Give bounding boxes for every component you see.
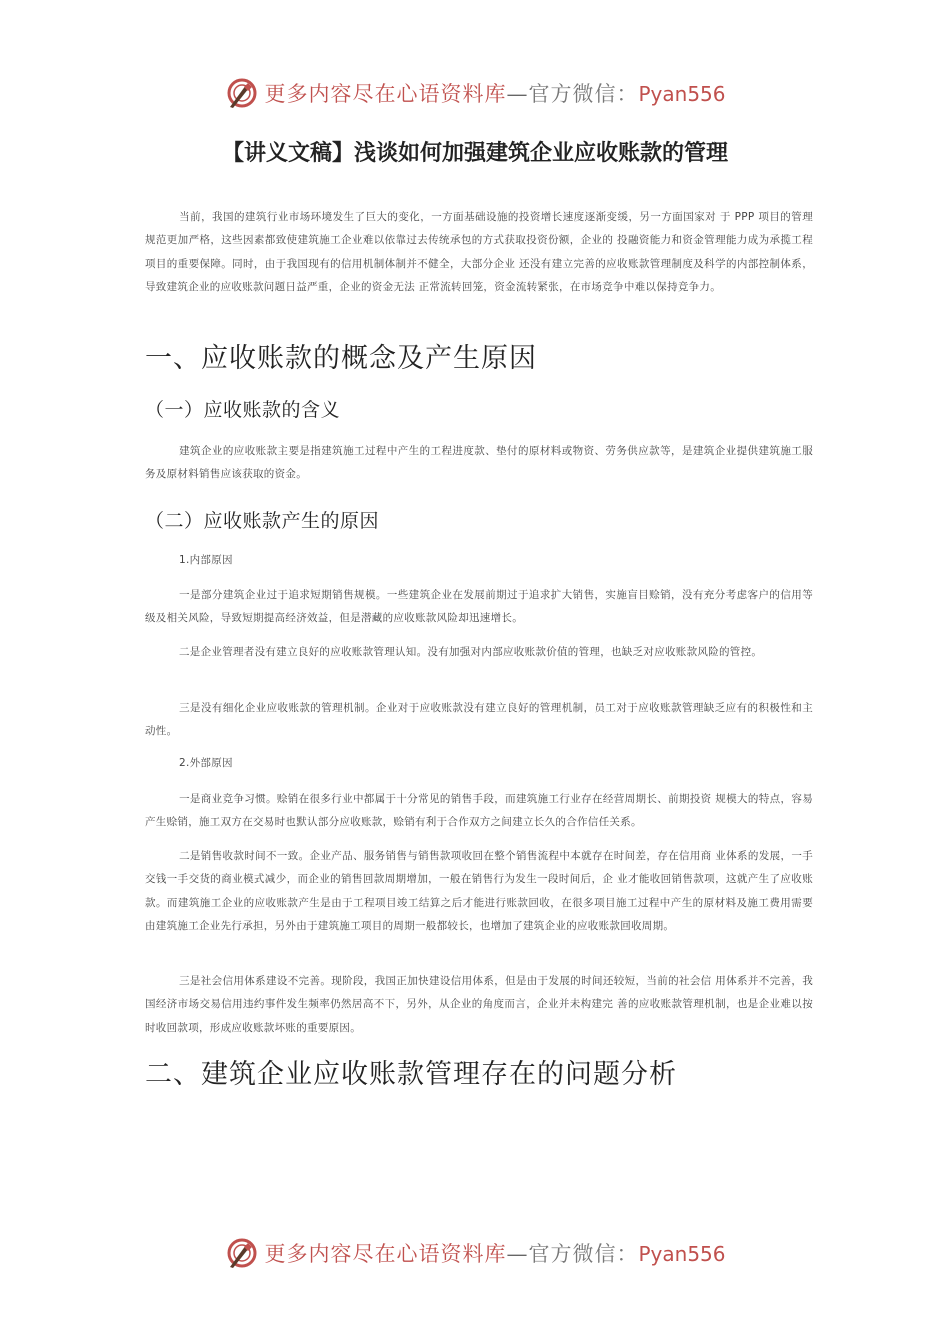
subsection1-heading: （一）应收账款的含义 — [145, 399, 341, 421]
internal-reasons-label: 1.内部原因 — [179, 554, 233, 566]
section2-heading: 二、建筑企业应收账款管理存在的问题分析 — [145, 1059, 677, 1090]
internal-reason-3: 三是没有细化企业应收账款的管理机制。企业对于应收账款没有建立良好的管理机制，员工对于应收账款管理缺乏应有的积极性和主动性。 — [145, 702, 813, 738]
external-reason-2: 二是销售收款时间不一致。企业产品、服务销售与销售款项收回在整个销售流程中本就存在时间差，存在信用商 业体系的发展，一手交钱一手交货的商业模式减少，而企业的销售回款周期增加，一般在销售行为发生一段时间后，企 业才能收回销售款项，这就产生了应收账款。而建筑施工企业的应收账款产生是由于工程项目竣工结算之后才能进行账款回收，在很多项目施工过程中产生的原材料及施工费用需要由建筑施工企业先行承担，另外由于建筑施工项目的周期一般都较长，也增加了建筑企业的应收账款回收周期。 — [145, 850, 813, 932]
internal-reason-2: 二是企业管理者没有建立良好的应收账款管理认知。没有加强对内部应收账款价值的管理，也缺乏对应收账款风险的管控。 — [179, 646, 763, 658]
header-banner — [0, 71, 950, 115]
subsection2-heading: （二）应收账款产生的原因 — [145, 510, 380, 532]
banner-text: 更多内容尽在心语资料库—官方微信：Pyan556 — [264, 1242, 726, 1266]
intro-paragraph: 当前，我国的建筑行业市场环境发生了巨大的变化，一方面基础设施的投资增长速度逐渐变缓，另一方面国家对 于 PPP 项目的管理规范更加严格，这些因素都致使建筑施工企业难以依靠过去传统承包的方式获取投资份额，企业的 投融资能力和资金管理能力成为承揽工程项目的重要保障。同时，由于我国现有的信用机制体制并不健全，大部分企业 还没有建立完善的应收账款管理制度及科学的内部控制体系，导致建筑企业的应收账款问题日益严重，企业的资金无法 正常流转回笼，资金流转紧张，在市场竞争中难以保持竞争力。 — [145, 211, 813, 293]
pen-logo-icon — [224, 1235, 260, 1271]
pen-logo-icon — [224, 75, 260, 111]
internal-reason-1: 一是部分建筑企业过于追求短期销售规模。一些建筑企业在发展前期过于追求扩大销售，实施盲目赊销，没有充分考虑客户的信用等级及相关风险，导致短期提高经济效益，但是潜藏的应收账款风险却迅速增长。 — [145, 589, 813, 625]
external-reasons-label: 2.外部原因 — [179, 757, 233, 769]
footer-banner — [0, 1231, 950, 1275]
external-reason-3: 三是社会信用体系建设不完善。现阶段，我国正加快建设信用体系，但是由于发展的时间还较短，当前的社会信 用体系并不完善，我国经济市场交易信用违约事件发生频率仍然居高不下，另外，从企业的角度而言，企业并未构建完 善的应收账款管理机制，也是企业难以按时收回款项，形成应收账款坏账的重要原因。 — [145, 975, 813, 1034]
document-title: 【讲义文稿】浅谈如何加强建筑企业应收账款的管理 — [221, 141, 728, 166]
external-reason-1: 一是商业竞争习惯。赊销在很多行业中都属于十分常见的销售手段，而建筑施工行业存在经营周期长、前期投资 规模大的特点，容易产生赊销，施工双方在交易时也默认部分应收账款，赊销有利于合作双方之间建立长久的合作信任关系。 — [145, 793, 813, 829]
subsection1-paragraph: 建筑企业的应收账款主要是指建筑施工过程中产生的工程进度款、垫付的原材料或物资、劳务供应款等，是建筑企业提供建筑施工服务及原材料销售应该获取的资金。 — [145, 445, 813, 481]
section1-heading: 一、应收账款的概念及产生原因 — [145, 343, 537, 374]
banner-text: 更多内容尽在心语资料库—官方微信：Pyan556 — [264, 82, 726, 106]
